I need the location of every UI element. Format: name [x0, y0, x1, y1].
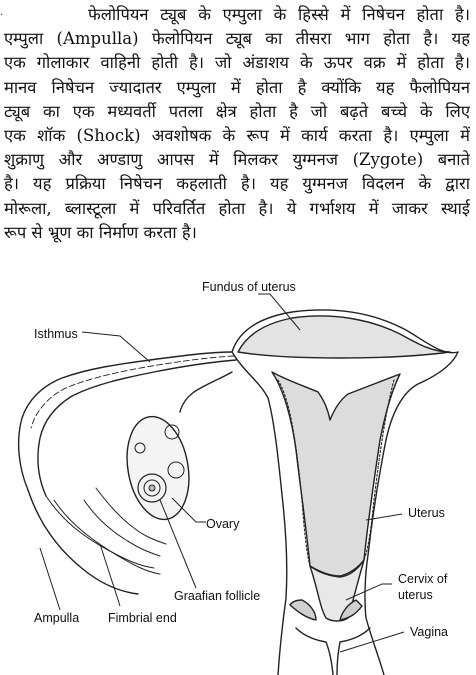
- fallopian-tube-stripe: [31, 356, 234, 428]
- vagina-wall-left: [296, 628, 333, 675]
- label-ovary: Ovary: [206, 517, 240, 531]
- ovary: [119, 412, 196, 525]
- leader-uterus: [366, 514, 402, 520]
- paragraph-line: शुक्राणु और अण्डाणु आपस में मिलकर युग्मनज (Zygote) बनाते: [4, 150, 470, 170]
- paragraph-line: एक गोलाकार वाहिनी होती है। जो अंडाशय के ऊपर वक्र में होता है।: [4, 53, 470, 73]
- graafian-follicle-oocyte: [149, 485, 155, 491]
- leader-isthmus: [82, 332, 150, 362]
- leader-ampulla: [40, 548, 60, 610]
- label-ampulla: Ampulla: [34, 611, 80, 625]
- label-fundus: Fundus of uterus: [202, 280, 296, 294]
- paragraph-line: ट्यूब का एक मध्यवर्ती पतला क्षेत्र होता है जो बढ़ते बच्चे के लिए: [4, 101, 470, 121]
- label-fimbrial-end: Fimbrial end: [108, 611, 177, 625]
- fallopian-tube-upper: [19, 352, 232, 490]
- label-cervix-line1: Cervix of: [398, 572, 448, 586]
- paragraph-line: एम्पुला (Ampulla) फेलोपियन ट्यूब का तीसरा भाग होता है। यह: [4, 29, 470, 49]
- lead-mark: .: [0, 7, 4, 18]
- paragraph-line: फेलोपियन ट्यूब के एम्पुला के हिस्से में निषेचन होता है।: [88, 5, 470, 24]
- paragraph-line: रूप से भ्रूण का निर्माण करता है।: [4, 222, 197, 242]
- label-isthmus: Isthmus: [34, 327, 78, 341]
- paragraph-line: है। यह प्रक्रिया निषेचन कहलाती है। यह युग्मनज विदलन के द्वारा: [4, 174, 470, 194]
- paragraph-line: मोरूला, ब्लास्टूला में परिवर्तित होता है। ये गर्भाशय में जाकर स्थाई: [4, 198, 470, 218]
- reproductive-anatomy-diagram: [0, 275, 476, 675]
- leader-vagina: [340, 632, 404, 652]
- label-cervix-line2: uterus: [398, 588, 433, 602]
- leader-fimbrial: [100, 544, 120, 606]
- paragraph-line: एक शॉक (Shock) अवशोषक के रूप में कार्य करता है। एम्पुला में: [4, 126, 470, 146]
- paragraph-line: मानव निषेचन ज्यादातर एम्पुला में होता है क्योंकि यह फैलोपियन: [4, 77, 470, 97]
- ampulla-outline: [28, 490, 138, 594]
- ovarian-ligament: [180, 372, 232, 412]
- hindi-paragraph: [4, 3, 470, 245]
- label-uterus: Uterus: [408, 506, 445, 520]
- label-vagina: Vagina: [410, 625, 448, 639]
- label-graafian-follicle: Graafian follicle: [174, 589, 261, 603]
- fimbria-2: [54, 500, 160, 574]
- fimbria-1: [46, 496, 154, 568]
- cervical-os-left: [290, 600, 316, 620]
- uterine-cavity: [272, 372, 400, 576]
